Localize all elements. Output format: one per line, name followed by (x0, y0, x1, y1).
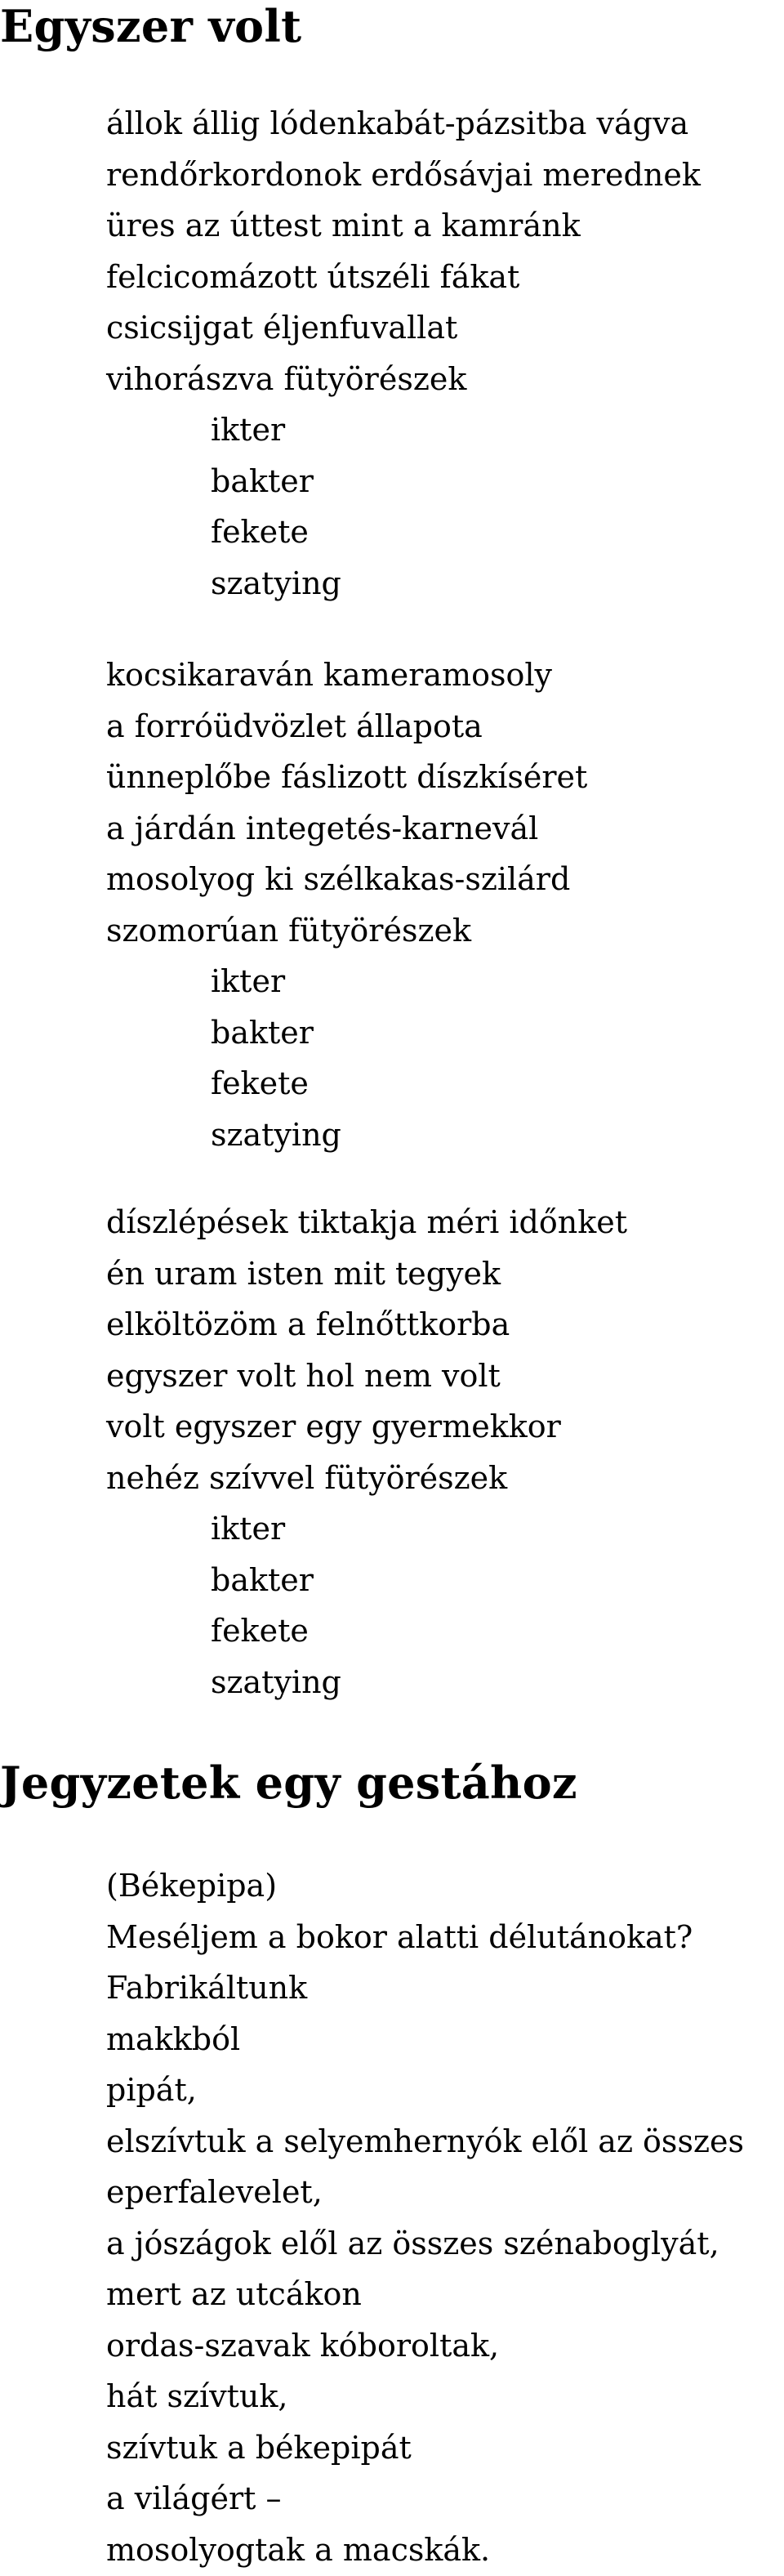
poem-line: mosolyog ki szélkakas-szilárd (106, 861, 571, 897)
poem-line: kocsikaraván kameramosoly (106, 657, 552, 693)
refrain-line: ikter (211, 963, 286, 999)
notes-poem (106, 1860, 744, 2575)
poem-line: rendőrkordonok erdősávjai merednek (106, 156, 701, 193)
poem-line: én uram isten mit tegyek (106, 1255, 501, 1292)
stanza-3 (106, 1197, 627, 1708)
refrain-line: fekete (211, 1613, 309, 1649)
refrain-line: szatying (211, 1663, 341, 1700)
poem-line: nehéz szívvel fütyörészek (106, 1459, 508, 1496)
poem-title: Jegyzetek egy gestához (0, 1757, 577, 1809)
poem-line: díszlépések tiktakja méri időnket (106, 1204, 628, 1240)
poem-line: (Békepipa) (106, 1868, 278, 1904)
poem-line: a járdán integetés-karnevál (106, 810, 539, 846)
poem-line: a világért – (106, 2480, 282, 2516)
poem-line: makkból (106, 2020, 241, 2057)
poem-line: egyszer volt hol nem volt (106, 1357, 501, 1394)
stanza-1 (106, 98, 701, 609)
refrain-line: ikter (211, 412, 286, 448)
stanza-2 (106, 650, 587, 1160)
refrain-line: szatying (211, 565, 341, 601)
poem-line: üres az úttest mint a kamránk (106, 208, 581, 243)
poem-line: csicsijgat éljenfuvallat (106, 310, 458, 346)
refrain-line: bakter (211, 462, 314, 499)
refrain-line: bakter (211, 1561, 314, 1598)
poem-line: volt egyszer egy gyermekkor (106, 1409, 561, 1444)
poem-line: felcicomázott útszéli fákat (106, 258, 520, 295)
poem-line: szívtuk a békepipát (106, 2429, 412, 2466)
poem-line: elköltözöm a felnőttkorba (106, 1306, 510, 1342)
poem-line: Fabrikáltunk (106, 1970, 308, 2006)
poem-line: szomorúan fütyörészek (106, 912, 472, 949)
poem-title: Egyszer volt (0, 0, 302, 52)
poem-line: pipát, (106, 2072, 197, 2108)
poem-line: ünneplőbe fáslizott díszkíséret (106, 759, 588, 795)
poem-line: eperfalevelet, (106, 2174, 323, 2210)
poem-line: mert az utcákon (106, 2276, 362, 2312)
poem-line: hát szívtuk, (106, 2378, 288, 2414)
poem-line: Meséljem a bokor alatti délutánokat? (106, 1918, 693, 1955)
poem-line: ordas-szavak kóboroltak, (106, 2327, 500, 2364)
poem-line: vihorászva fütyörészek (106, 360, 467, 397)
poem-line: a jószágok elől az összes szénaboglyát, (106, 2225, 719, 2261)
refrain-line: szatying (211, 1116, 341, 1153)
poem-line: mosolyogtak a macskák. (106, 2531, 491, 2568)
refrain-line: ikter (211, 1511, 286, 1547)
poem-line: a forróüdvözlet állapota (106, 708, 483, 744)
refrain-line: fekete (211, 1065, 309, 1101)
poem-line: elszívtuk a selyemhernyók elől az összes (106, 2123, 744, 2159)
refrain-line: bakter (211, 1014, 314, 1051)
poem-line: állok állig lódenkabát-pázsitba vágva (106, 105, 689, 141)
refrain-line: fekete (211, 514, 309, 550)
